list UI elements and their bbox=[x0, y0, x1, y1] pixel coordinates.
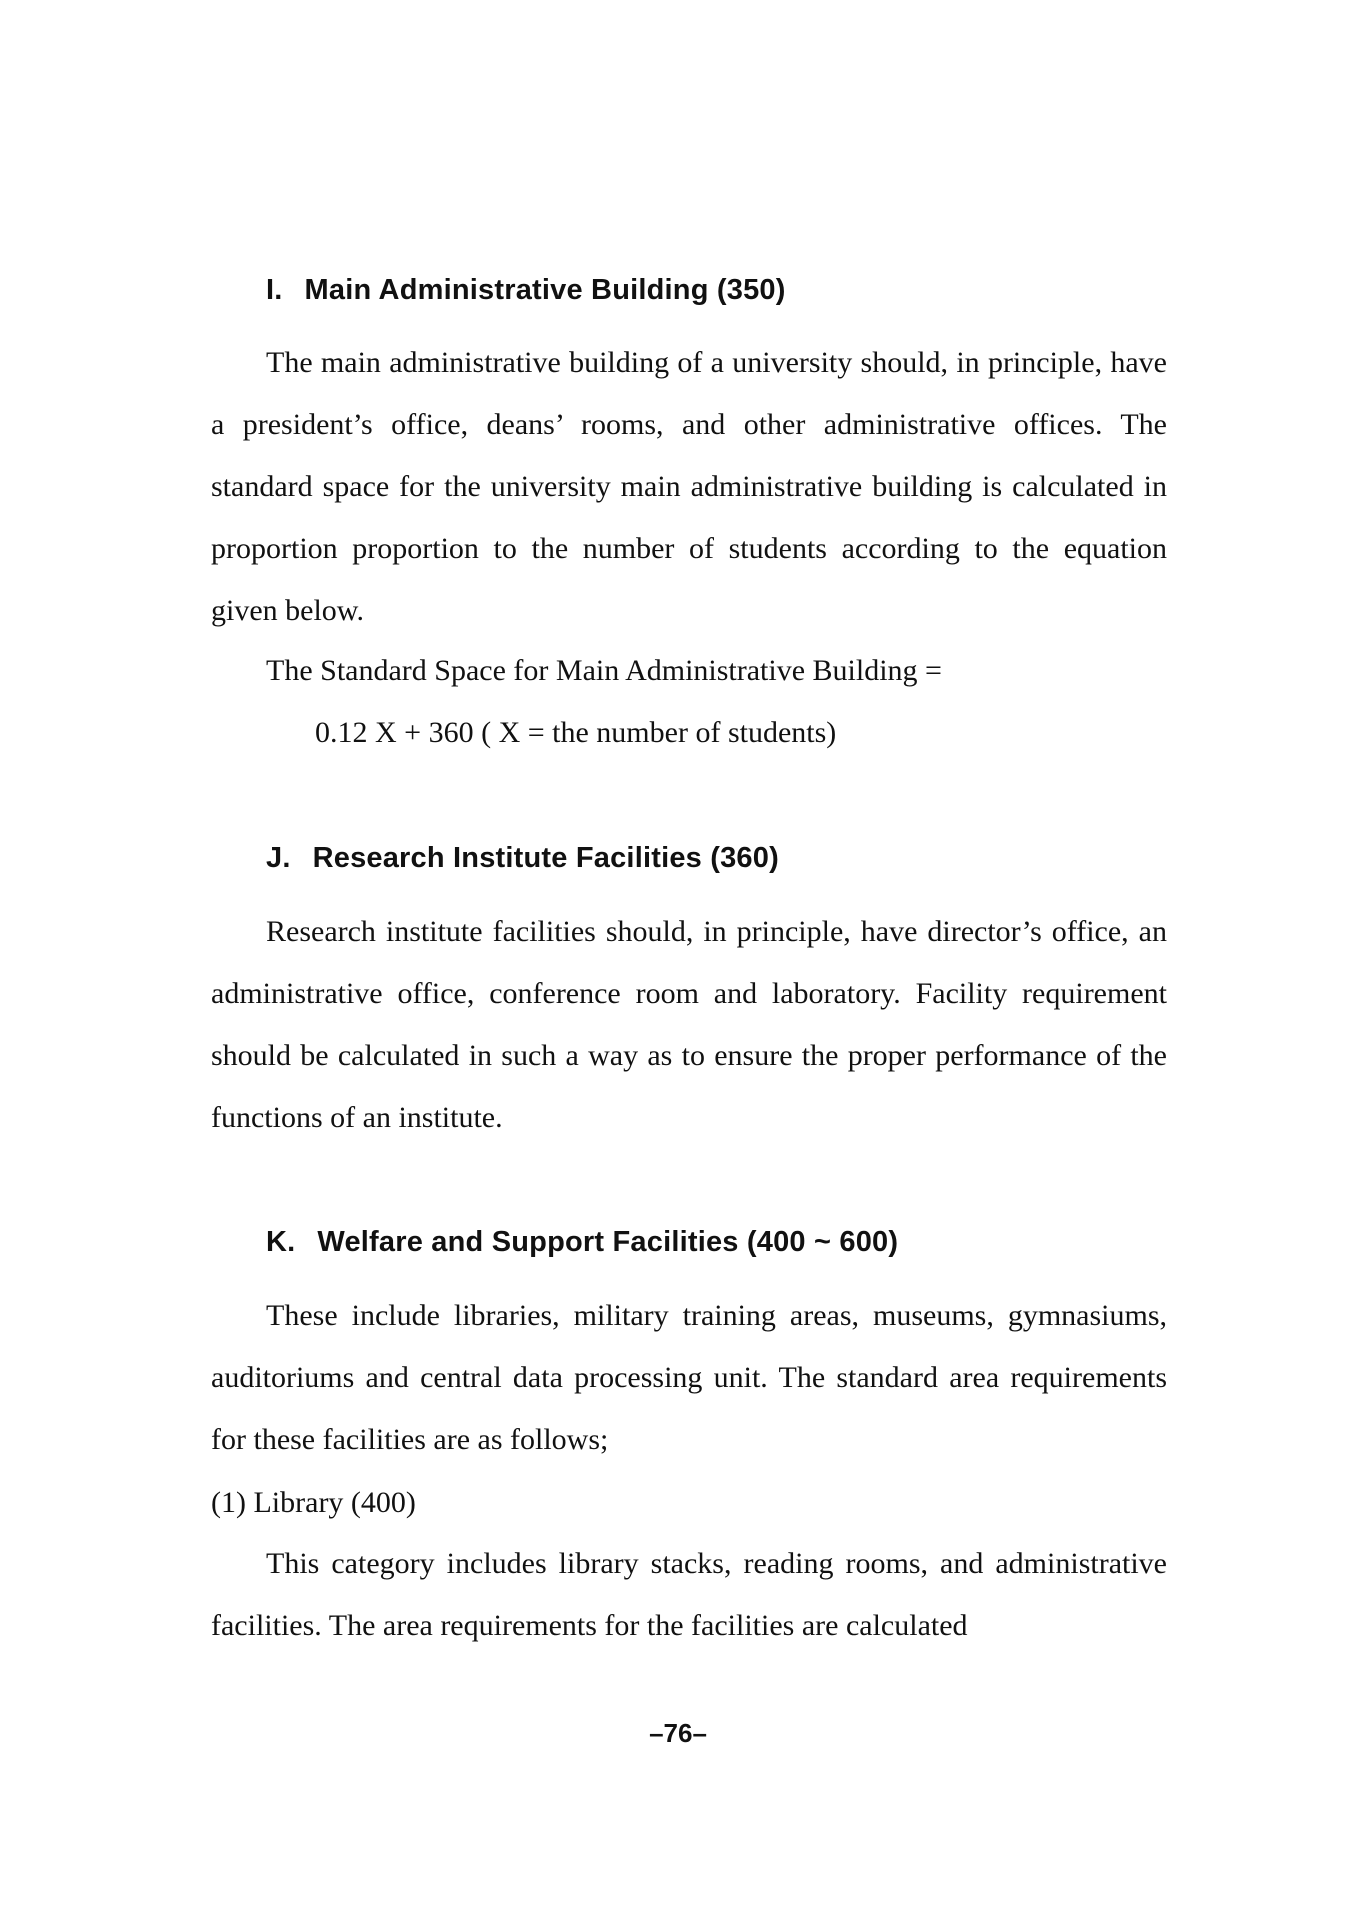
section-j-paragraph-text: Research institute facilities should, in principle, have director’s office, an administrative office, conference room and laboratory. Facility requirement should be calculated in such a way as to ensure the proper performance of the functions of an institute. bbox=[211, 915, 1167, 1134]
section-i-paragraph-text: The main administrative building of a university should, in principle, have a president’s office, deans’ rooms, and other administrative offices. The standard space for the university main administrative building is calculated in proportion proportion to the number of students according to the equation given below. bbox=[211, 346, 1167, 627]
section-k-title: Welfare and Support Facilities (400 ~ 600) bbox=[317, 1226, 899, 1258]
section-i-title: Main Administrative Building (350) bbox=[304, 274, 786, 306]
section-i-paragraph bbox=[211, 332, 1167, 642]
section-k-subitem: (1) Library (400) bbox=[211, 1486, 416, 1519]
section-i-formula-label: The Standard Space for Main Administrative Building = bbox=[266, 654, 942, 687]
section-k-heading bbox=[266, 1226, 898, 1259]
section-i-heading bbox=[266, 274, 786, 307]
section-i-formula: 0.12 X + 360 ( X = the number of students) bbox=[315, 716, 837, 749]
section-j-title: Research Institute Facilities (360) bbox=[312, 842, 779, 874]
section-i-letter: I. bbox=[266, 274, 283, 306]
section-k-paragraph-text: These include libraries, military training areas, museums, gymnasiums, auditoriums and central data processing unit. The standard area requirements for these facilities are as follows; bbox=[211, 1299, 1167, 1456]
section-k-letter: K. bbox=[266, 1226, 296, 1258]
section-j-heading bbox=[266, 842, 779, 875]
section-k-subitem-paragraph bbox=[211, 1533, 1167, 1657]
section-k-paragraph bbox=[211, 1285, 1167, 1471]
section-j-letter: J. bbox=[266, 842, 291, 874]
section-k-subitem-paragraph-text: This category includes library stacks, reading rooms, and administrative facilities. The area requirements for the facilities are calculated bbox=[211, 1547, 1167, 1642]
page-number: –76– bbox=[649, 1718, 707, 1748]
section-j-paragraph bbox=[211, 901, 1167, 1149]
